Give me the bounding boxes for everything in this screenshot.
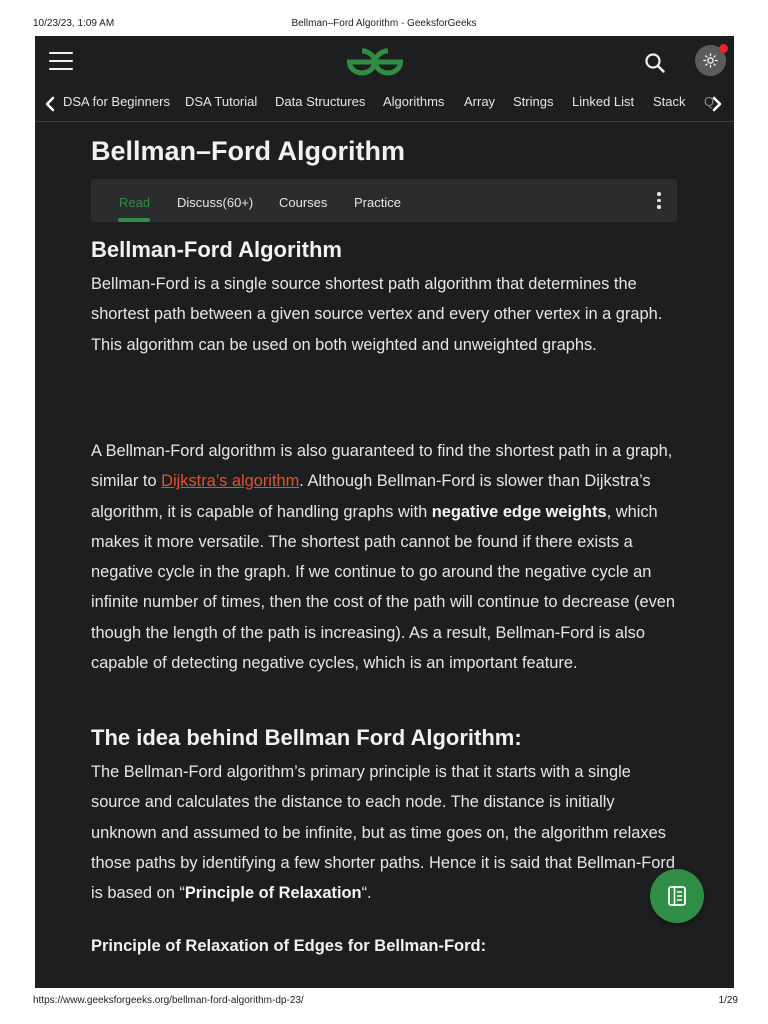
- nav-item-array[interactable]: Array: [464, 94, 496, 109]
- nav-item-strings[interactable]: Strings: [513, 94, 554, 109]
- hamburger-menu-icon[interactable]: [49, 52, 73, 70]
- nav-item-linked-list[interactable]: Linked List: [572, 94, 635, 109]
- principle-of-relaxation-bold: Principle of Relaxation: [184, 884, 362, 903]
- paragraph-intro: Bellman-Ford is a single source shortest path algorithm that determines the shortest path between a given source vertex and every other vertex in a graph. This algorithm can be used on both weighted and unweighted graphs.: [91, 275, 663, 354]
- theme-toggle-button[interactable]: [695, 45, 726, 76]
- notification-dot: [719, 44, 728, 53]
- search-icon[interactable]: [644, 52, 666, 74]
- page-title: Bellman–Ford Algorithm: [91, 136, 406, 166]
- tab-courses[interactable]: Courses: [279, 195, 328, 210]
- geeksforgeeks-logo-icon[interactable]: [346, 46, 404, 78]
- paragraph-comparison-text-b: . Although Bellman-Ford is slower than Dijkstra’s algorithm, it is capable of handling graphs with: [91, 472, 651, 521]
- section-heading-bellman-ford: Bellman-Ford Algorithm: [91, 237, 342, 262]
- nav-item-queue-partial[interactable]: Q: [704, 94, 715, 109]
- paragraph-idea-text-a: The Bellman-Ford algorithm’s primary principle is that it starts with a single source and calculates the distance to each node. The distance is initially unknown and assumed to be infinite, but as time goes on, the algorithm relaxes those paths by identifying a few shorter paths. Hence it is said that Bellman-Ford is based on “: [91, 763, 675, 903]
- print-doc-title: Bellman–Ford Algorithm - GeeksforGeeks: [291, 18, 477, 29]
- print-header: [0, 18, 768, 32]
- paragraph-idea-text-b: “.: [361, 884, 372, 903]
- book-icon: [665, 884, 689, 908]
- nav-item-algorithms[interactable]: Algorithms: [383, 94, 445, 109]
- subheading-relaxation: Principle of Relaxation of Edges for Bellman-Ford:: [91, 937, 487, 955]
- chevron-left-icon[interactable]: [43, 94, 57, 114]
- section-heading-idea: The idea behind Bellman Ford Algorithm:: [91, 725, 522, 750]
- print-page-number: 1/29: [718, 995, 738, 1006]
- paragraph-comparison: [91, 436, 681, 678]
- paragraph-comparison-text-a: A Bellman-Ford algorithm is also guaranteed to find the shortest path in a graph, similar to: [91, 442, 673, 491]
- top-header: [35, 36, 734, 88]
- chevron-right-icon[interactable]: [710, 94, 724, 114]
- tab-practice[interactable]: Practice: [354, 195, 401, 210]
- nav-item-dsa-tutorial[interactable]: DSA Tutorial: [185, 94, 258, 109]
- nav-item-data-structures[interactable]: Data Structures: [275, 94, 366, 109]
- more-options-icon[interactable]: [653, 192, 665, 210]
- print-date: 10/23/23, 1:09 AM: [33, 18, 115, 29]
- paragraph-idea: [91, 757, 681, 908]
- nav-item-dsa-for-beginners[interactable]: DSA for Beginners: [63, 94, 170, 109]
- tab-read[interactable]: Read: [119, 195, 151, 210]
- negative-edge-weights-bold: negative edge weights: [431, 502, 607, 521]
- print-footer: [0, 995, 768, 1009]
- topic-navbar: [35, 88, 734, 122]
- reading-mode-button[interactable]: [650, 869, 704, 923]
- sun-icon: [703, 53, 718, 68]
- dijkstra-link[interactable]: Dijkstra’s algorithm: [161, 472, 300, 491]
- tab-discuss[interactable]: Discuss(60+): [177, 195, 254, 210]
- nav-item-stack[interactable]: Stack: [653, 94, 686, 109]
- active-tab-indicator: [118, 218, 150, 222]
- print-url: https://www.geeksforgeeks.org/bellman-ford-algorithm-dp-23/: [33, 995, 304, 1006]
- paragraph-comparison-text-c: , which makes it more versatile. The shortest path cannot be found if there exists a negative cycle in the graph. If we continue to go around the negative cycle an infinite number of times, then the cost of the path will continue to decrease (even though the length of the path is increasing). As a result, Bellman-Ford is also capable of detecting negative cycles, which is an important feature.: [91, 502, 676, 673]
- article-tabbar: [91, 179, 677, 222]
- browser-page: [35, 36, 734, 988]
